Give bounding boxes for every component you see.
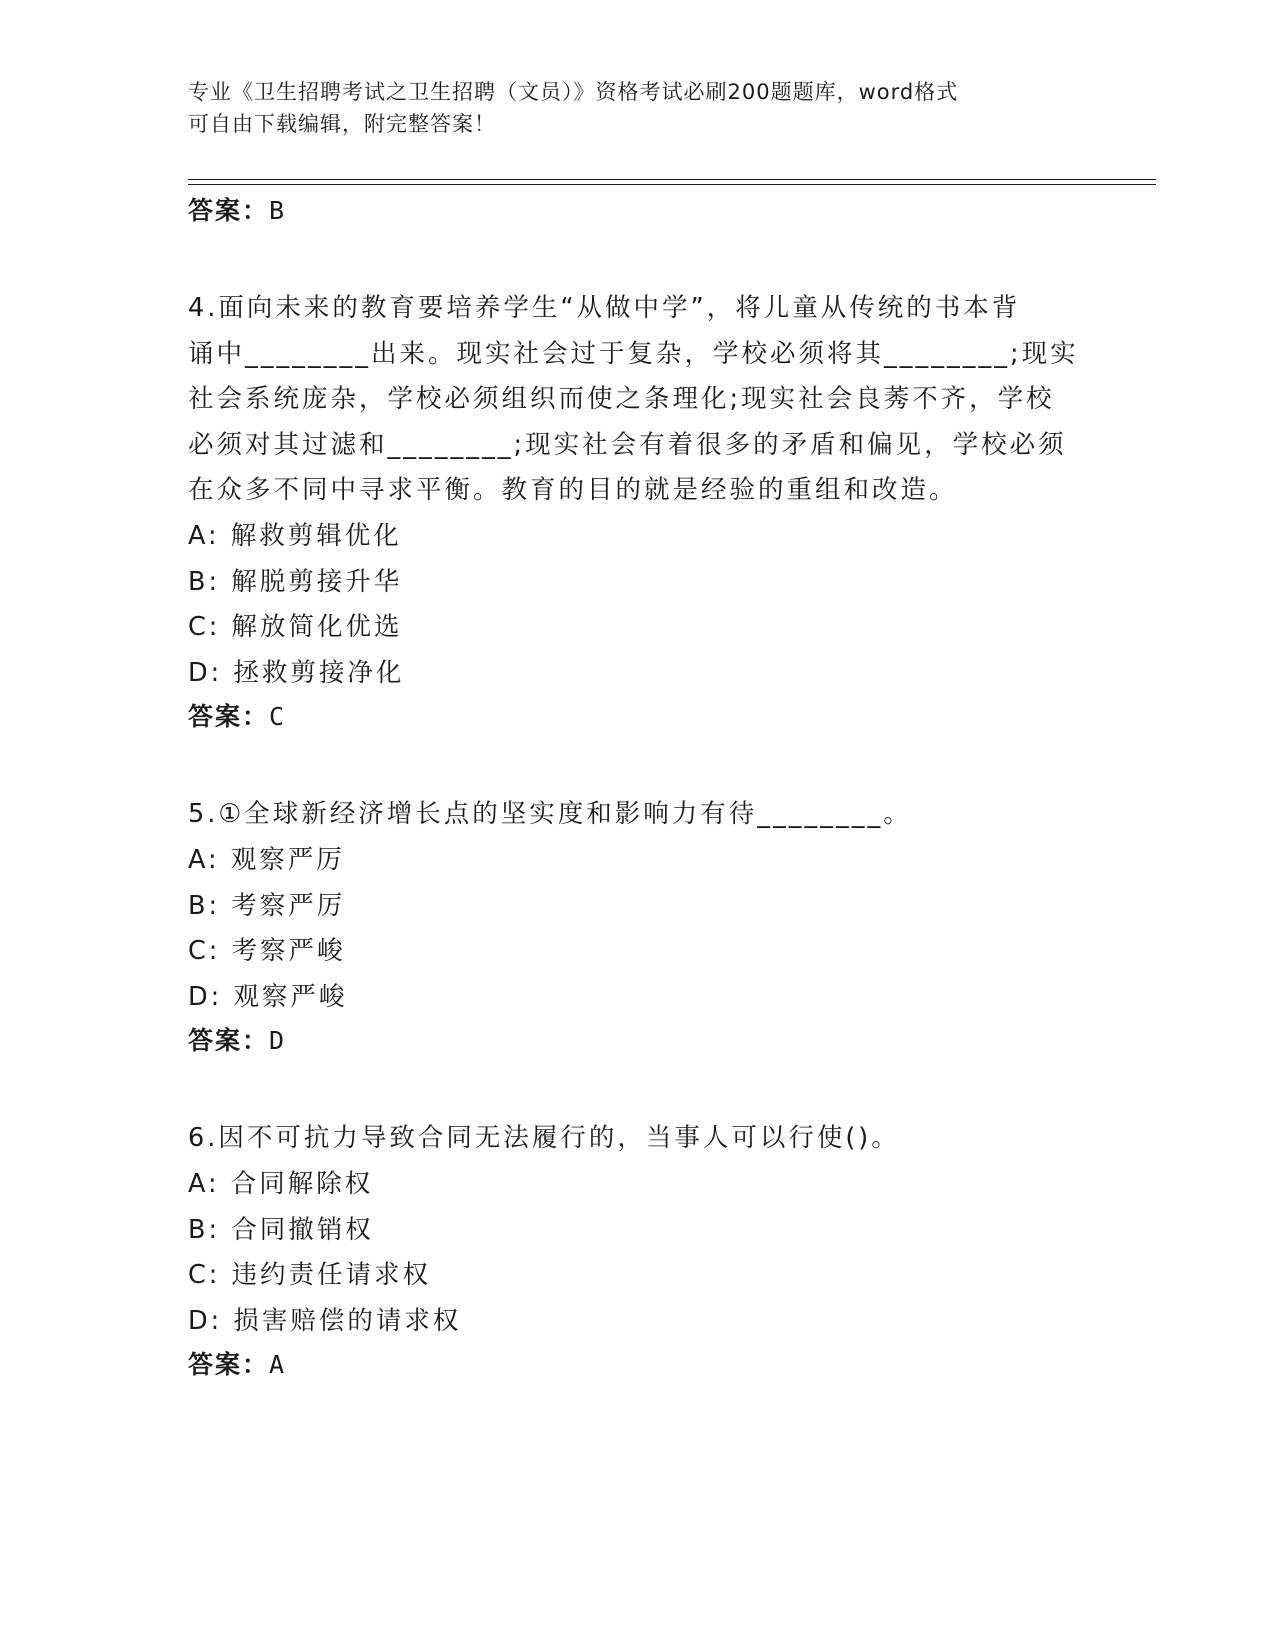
question-5 (188, 792, 1088, 1058)
stem-line: 4.面向未来的教育要培养学生“从做中学”，将儿童从传统的书本背 (188, 293, 1021, 323)
option-a: A: 观察严厉 (188, 844, 345, 875)
header-rule-top (188, 179, 1156, 180)
option-d: D: 拯救剪接净化 (188, 657, 405, 688)
answer-value: B (269, 196, 285, 225)
stem-line: 诵中________出来。现实社会过于复杂，学校必须将其________;现实 (188, 338, 1079, 369)
answer-value: D (269, 1026, 285, 1056)
answer-label: 答案： (188, 196, 270, 225)
stem-line: 社会系统庞杂，学校必须组织而使之条理化;现实社会良莠不齐，学校 (188, 384, 1055, 415)
question-stem (188, 1116, 1088, 1162)
question-4 (188, 286, 1088, 734)
question-stem (188, 792, 1088, 838)
option-a: A: 解救剪辑优化 (188, 520, 402, 551)
option-b: B: 解脱剪接升华 (188, 566, 403, 597)
option-d: D: 观察严峻 (188, 981, 348, 1012)
header-line-2: 可自由下载编辑，附完整答案！ (188, 112, 496, 136)
stem-line: 在众多不同中寻求平衡。教育的目的就是经验的重组和改造。 (188, 475, 958, 506)
header-line-1: 专业《卫生招聘考试之卫生招聘（文员）》资格考试必刷200题题库，word格式 (188, 80, 959, 104)
option-b: B: 考察严厉 (188, 890, 346, 921)
stem-line: 5.①全球新经济增长点的坚实度和影响力有待________。 (188, 799, 912, 830)
stem-line: 6.因不可抗力导致合同无法履行的，当事人可以行使()。 (188, 1123, 900, 1154)
answer-line (188, 700, 1088, 734)
option-d: D: 损害赔偿的请求权 (188, 1305, 462, 1336)
option-c: C: 违约责任请求权 (188, 1260, 432, 1291)
document-body (188, 194, 1088, 1382)
answer-value: A (269, 1350, 285, 1380)
answer-line (188, 1348, 1088, 1382)
stem-line: 必须对其过滤和________;现实社会有着很多的矛盾和偏见，学校必须 (188, 429, 1067, 460)
option-c: C: 解放简化优选 (188, 612, 403, 643)
option-b: B: 合同撤销权 (188, 1214, 374, 1245)
document-header (188, 76, 1068, 140)
answer-label: 答案： (188, 1350, 270, 1380)
header-rule-bottom (188, 184, 1156, 185)
question-6 (188, 1116, 1088, 1382)
answer-value: C (269, 702, 285, 732)
question-stem (188, 286, 1088, 514)
answer-line (188, 1024, 1088, 1058)
answer-label: 答案： (188, 702, 270, 732)
option-a: A: 合同解除权 (188, 1168, 374, 1199)
option-c: C: 考察严峻 (188, 936, 346, 967)
answer-label: 答案： (188, 1026, 270, 1056)
answer-line (188, 194, 1088, 228)
